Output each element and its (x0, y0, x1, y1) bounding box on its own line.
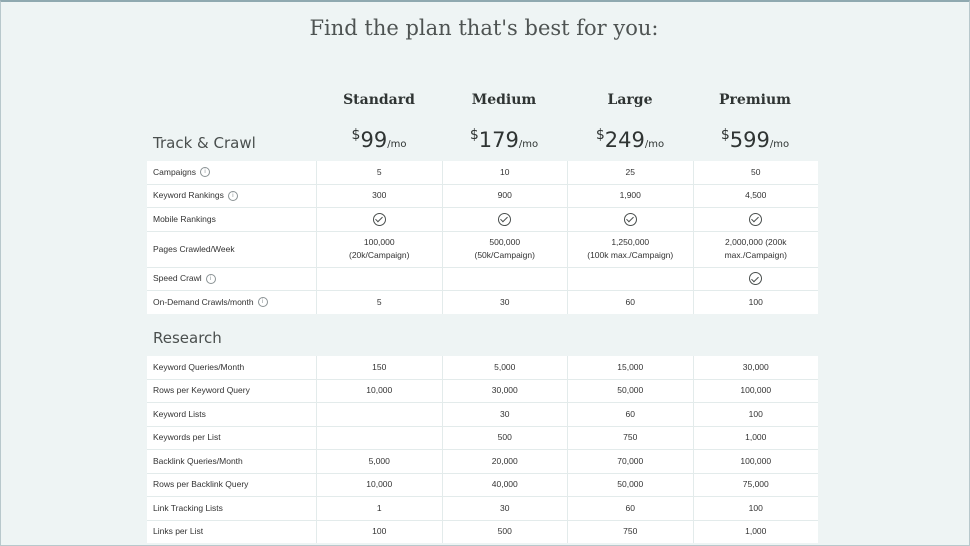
table-cell: 1,250,000 (100k max./Campaign) (567, 232, 693, 267)
plan-price-premium (692, 127, 818, 152)
table-cell: 100 (316, 521, 442, 544)
feature-label (147, 427, 316, 450)
feature-label-text: Keyword Queries/Month (153, 361, 245, 372)
table-cell: 5 (316, 161, 442, 184)
feature-label-text: Keyword Rankings (153, 190, 224, 201)
feature-label (147, 474, 316, 497)
feature-label (147, 497, 316, 520)
table-cell: 5 (316, 291, 442, 314)
table-row (147, 208, 818, 232)
table-cell: 100,000 (693, 380, 819, 403)
table-cell: 30 (442, 497, 568, 520)
table-cell: 900 (442, 185, 568, 208)
price-currency: $ (351, 127, 361, 143)
feature-label (147, 356, 316, 379)
table-cell: 150 (316, 356, 442, 379)
feature-label-text: Campaigns (153, 166, 196, 177)
table-cell: 1 (316, 497, 442, 520)
check-icon (498, 213, 511, 226)
table-cell: 25 (567, 161, 693, 184)
page-title: Find the plan that's best for you: (309, 16, 659, 40)
feature-label-text: Links per List (153, 526, 204, 537)
table-cell: 100,000 (693, 450, 819, 473)
plan-price-large (567, 127, 693, 152)
table-row (147, 380, 818, 404)
feature-label (147, 232, 316, 267)
price-amount: 249 (604, 128, 645, 152)
table-row (147, 356, 818, 380)
table-row (147, 497, 818, 521)
table-cell (693, 268, 819, 291)
table-row (147, 427, 818, 451)
price-currency: $ (469, 127, 479, 143)
info-icon[interactable]: i (228, 191, 238, 201)
feature-label-text: Link Tracking Lists (153, 502, 223, 513)
table-cell: 1,900 (567, 185, 693, 208)
table-cell: 750 (567, 521, 693, 544)
feature-label (147, 208, 316, 231)
table-cell (316, 208, 442, 231)
info-icon[interactable]: i (258, 297, 268, 307)
table-cell (316, 268, 442, 291)
table-cell: 4,500 (693, 185, 819, 208)
table-cell: 60 (567, 497, 693, 520)
table-cell: 100 (693, 497, 819, 520)
table-cell (442, 208, 568, 231)
table-row (147, 291, 818, 314)
price-currency: $ (595, 127, 605, 143)
check-icon (749, 272, 762, 285)
section-title: Track & Crawl (153, 134, 256, 152)
table-cell: 300 (316, 185, 442, 208)
table-cell: 2,000,000 (200k max./Campaign) (693, 232, 819, 267)
plan-price-standard (316, 127, 442, 152)
price-amount: 179 (478, 128, 519, 152)
feature-label (147, 161, 316, 184)
plan-name-large: Large (607, 92, 653, 108)
plan-name-standard: Standard (343, 92, 415, 108)
table-cell: 10,000 (316, 380, 442, 403)
table-cell: 30 (442, 291, 568, 314)
feature-label-text: Backlink Queries/Month (153, 455, 243, 466)
price-amount: 599 (729, 128, 770, 152)
table-cell: 50 (693, 161, 819, 184)
table-cell: 500 (442, 521, 568, 544)
table-cell: 30,000 (442, 380, 568, 403)
feature-label-text: Pages Crawled/Week (153, 243, 235, 254)
check-icon (373, 213, 386, 226)
table-cell: 10,000 (316, 474, 442, 497)
table-cell (442, 268, 568, 291)
table-cell: 5,000 (442, 356, 568, 379)
table-cell: 1,000 (693, 521, 819, 544)
info-icon[interactable]: i (206, 274, 216, 284)
price-period: /mo (387, 139, 407, 150)
table-cell (316, 427, 442, 450)
feature-label-text: Rows per Keyword Query (153, 385, 250, 396)
table-cell: 500 (442, 427, 568, 450)
table-cell: 100 (693, 291, 819, 314)
check-icon (624, 213, 637, 226)
table-row (147, 521, 818, 544)
table-cell: 75,000 (693, 474, 819, 497)
table-row (147, 161, 818, 185)
feature-label (147, 268, 316, 291)
table-cell (316, 403, 442, 426)
table-cell: 30 (442, 403, 568, 426)
feature-label-text: Mobile Rankings (153, 213, 216, 224)
feature-label (147, 403, 316, 426)
table-row (147, 474, 818, 498)
feature-label-text: Rows per Backlink Query (153, 479, 249, 490)
table-cell: 100,000 (20k/Campaign) (316, 232, 442, 267)
table-cell: 5,000 (316, 450, 442, 473)
table-cell: 50,000 (567, 380, 693, 403)
plan-name-premium: Premium (719, 92, 791, 108)
table-cell: 60 (567, 403, 693, 426)
check-icon (749, 213, 762, 226)
table-cell: 100 (693, 403, 819, 426)
feature-label (147, 291, 316, 314)
price-period: /mo (769, 139, 790, 150)
plan-name-medium: Medium (471, 92, 537, 108)
table-row (147, 403, 818, 427)
table-cell: 30,000 (693, 356, 819, 379)
section-title: Research (153, 329, 222, 347)
price-period: /mo (518, 139, 539, 150)
feature-label-text: Speed Crawl (153, 273, 202, 284)
price-period: /mo (644, 139, 665, 150)
plan-price-medium (441, 127, 567, 152)
feature-label-text: On-Demand Crawls/month (153, 296, 254, 307)
price-currency: $ (720, 127, 730, 143)
table-cell: 1,000 (693, 427, 819, 450)
table-row (147, 450, 818, 474)
table-row (147, 232, 818, 268)
table-cell (567, 208, 693, 231)
price-amount: 99 (360, 128, 388, 152)
feature-label (147, 450, 316, 473)
feature-label-text: Keyword Lists (153, 408, 206, 419)
feature-table (147, 356, 818, 543)
table-cell: 40,000 (442, 474, 568, 497)
table-row (147, 268, 818, 292)
table-row (147, 185, 818, 209)
table-cell: 60 (567, 291, 693, 314)
feature-label (147, 185, 316, 208)
table-cell: 15,000 (567, 356, 693, 379)
feature-label-text: Keywords per List (153, 432, 221, 443)
table-cell: 50,000 (567, 474, 693, 497)
info-icon[interactable]: i (200, 167, 210, 177)
feature-label (147, 380, 316, 403)
table-cell: 20,000 (442, 450, 568, 473)
table-cell: 10 (442, 161, 568, 184)
table-cell (693, 208, 819, 231)
table-cell: 500,000 (50k/Campaign) (442, 232, 568, 267)
table-cell: 70,000 (567, 450, 693, 473)
table-cell: 750 (567, 427, 693, 450)
table-cell (567, 268, 693, 291)
feature-table (147, 161, 818, 314)
feature-label (147, 521, 316, 544)
